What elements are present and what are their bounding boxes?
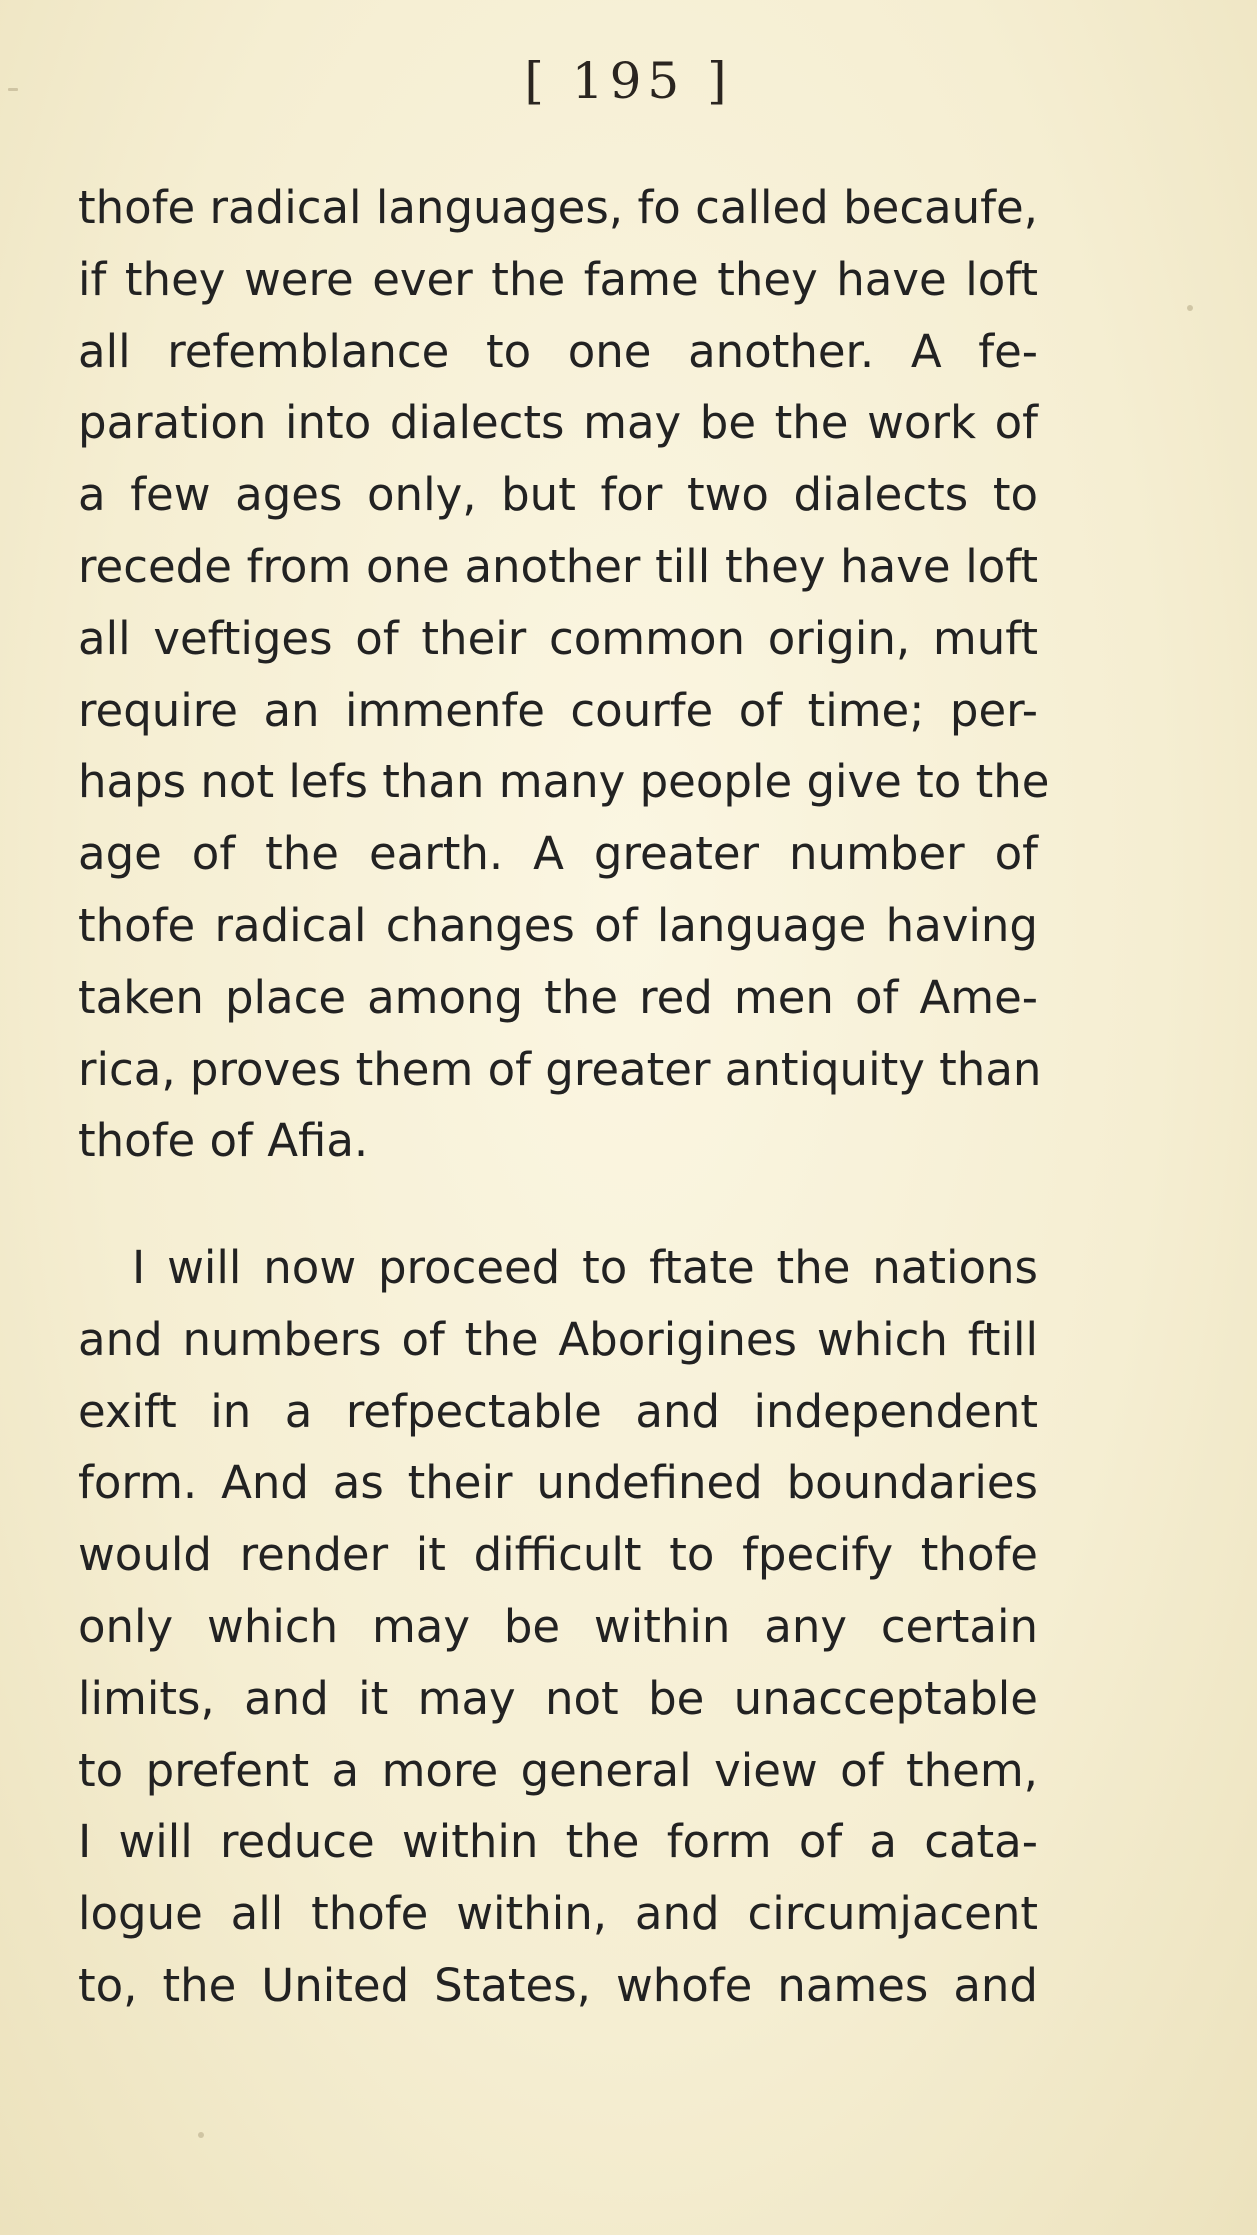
paragraph-2: [78, 1232, 1038, 2022]
text-line: taken place among the red men of Ame-: [78, 970, 1038, 1024]
text-line: recede from one another till they have loft: [78, 539, 1038, 593]
text-line: all veftiges of their common origin, muft: [78, 611, 1038, 665]
paper-speck: [198, 2132, 204, 2138]
text-line: all refemblance to one another. A fe-: [78, 324, 1038, 378]
text-line: to prefent a more general view of them,: [78, 1743, 1038, 1797]
text-line: require an immenfe courfe of time; per-: [78, 683, 1038, 737]
text-line: thofe radical languages, fo called becaufe,: [78, 181, 1038, 234]
text-line: a few ages only, but for two dialects to: [78, 468, 1038, 522]
text-line: I will now proceed to ftate the nations: [132, 1241, 1038, 1294]
text-line: haps not lefs than many people give to the: [78, 755, 1050, 809]
text-line: paration into dialects may be the work of: [78, 396, 1038, 450]
text-line: limits, and it may not be unacceptable: [78, 1671, 1038, 1725]
text-line: I will reduce within the form of a cata-: [78, 1815, 1038, 1869]
paragraph-1: [78, 172, 1050, 1177]
page-number: [ 195 ]: [524, 52, 733, 110]
paper-speck: [8, 88, 18, 91]
text-line: rica, proves them of greater antiquity than: [78, 1042, 1042, 1096]
text-line: exift in a refpectable and independent: [78, 1384, 1038, 1438]
text-line: form. And as their undefined boundaries: [78, 1456, 1038, 1510]
text-line: logue all thofe within, and circumjacent: [78, 1887, 1038, 1941]
paper-speck: [1187, 305, 1193, 311]
text-line: and numbers of the Aborigines which ftill: [78, 1312, 1038, 1366]
text-line: would render it difficult to fpecify thofe: [78, 1528, 1038, 1582]
text-line: age of the earth. A greater number of: [78, 827, 1038, 881]
text-line: to, the United States, whofe names and: [78, 1958, 1038, 2012]
text-line: thofe radical changes of language having: [78, 898, 1038, 952]
text-line: thofe of Afia.: [78, 1114, 369, 1168]
text-line: if they were ever the fame they have loft: [78, 252, 1038, 306]
text-line: only which may be within any certain: [78, 1599, 1038, 1653]
